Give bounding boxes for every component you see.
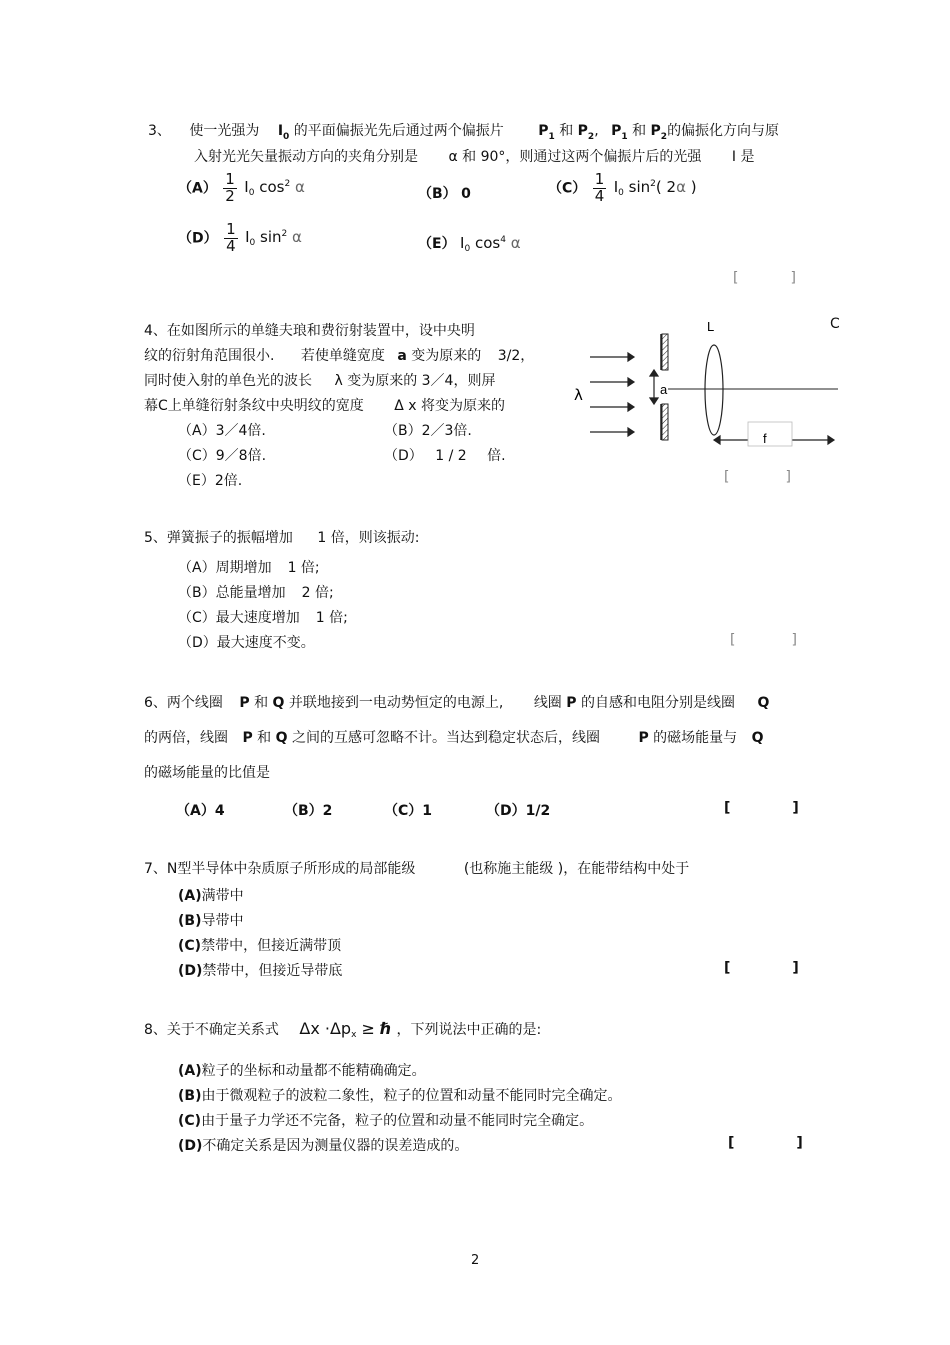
q4-line4: 幕C上单缝衍射条纹中央明纹的宽度 Δ x 将变为原来的 bbox=[144, 398, 505, 414]
q8-option-c[interactable]: (C)由于量子力学还不完备，粒子的位置和动量不能同时完全确定。 bbox=[178, 1113, 594, 1129]
q3-line2: 入射光光矢量振动方向的夹角分别是 α 和 90°，则通过这两个偏振片后的光强 I 是 bbox=[194, 149, 755, 165]
q7-option-d[interactable]: (D)禁带中，但接近导带底 bbox=[178, 963, 343, 979]
q6-line1: 6、两个线圈 P 和 Q 并联地接到一电动势恒定的电源上, 线圈 P 的自感和电阻分别是线圈 Q bbox=[144, 695, 770, 711]
q4-diffraction-figure bbox=[570, 312, 845, 462]
q6-line2: 的两倍，线圈 P 和 Q 之间的互感可忽略不计。当达到稳定状态后，线圈 P 的磁场能量与 Q bbox=[144, 730, 764, 746]
q5-option-a[interactable]: （A）周期增加 1 倍; bbox=[178, 560, 320, 576]
slit-width-label: a bbox=[660, 382, 668, 397]
q7-option-b[interactable]: (B)导带中 bbox=[178, 913, 244, 929]
q6-option-a[interactable]: （A）4 bbox=[176, 803, 225, 819]
q4-option-e[interactable]: （E）2倍. bbox=[178, 473, 243, 489]
q4-option-a[interactable]: （A）3／4倍. bbox=[178, 423, 266, 439]
lens-label: L bbox=[707, 319, 715, 334]
q3-option-b[interactable]: （B） 0 bbox=[418, 186, 471, 202]
q5-option-b[interactable]: （B）总能量增加 2 倍; bbox=[178, 585, 334, 601]
q8-answer-bracket[interactable]: [ ] bbox=[728, 1135, 803, 1151]
q7-option-c[interactable]: (C)禁带中，但接近满带顶 bbox=[178, 938, 342, 954]
q5-answer-bracket[interactable]: [ ] bbox=[730, 632, 797, 648]
q4-answer-bracket[interactable]: [ ] bbox=[724, 469, 791, 485]
q5-stem: 5、弹簧振子的振幅增加 1 倍，则该振动: bbox=[144, 530, 420, 546]
focal-length-label: f bbox=[763, 431, 767, 446]
q8-option-a[interactable]: (A)粒子的坐标和动量都不能精确确定。 bbox=[178, 1063, 426, 1079]
lambda-label: λ bbox=[574, 386, 583, 404]
incident-light-arrows bbox=[590, 353, 634, 436]
q6-line3: 的磁场能量的比值是 bbox=[144, 765, 270, 781]
q5-option-c[interactable]: （C）最大速度增加 1 倍; bbox=[178, 610, 348, 626]
q8-option-d[interactable]: (D)不确定关系是因为测量仪器的误差造成的。 bbox=[178, 1138, 469, 1154]
q3-option-c[interactable]: （C） $\frac{1}{4}$ $I_0$ $\sin^2$( 2α ) bbox=[548, 170, 697, 205]
q7-answer-bracket[interactable]: [ ] bbox=[724, 960, 799, 976]
q6-option-b[interactable]: （B）2 bbox=[284, 803, 333, 819]
slit-width-arrow bbox=[650, 370, 658, 404]
q4-line3: 同时使入射的单色光的波长 λ 变为原来的 3／4，则屏 bbox=[144, 373, 496, 389]
lens bbox=[705, 345, 723, 435]
q4-option-b[interactable]: （B）2／3倍. bbox=[384, 423, 472, 439]
q3-line1: 3、 使一光强为 $I_0$ 的平面偏振光先后通过两个偏振片 $P_1$ 和 $P_2$, $P_1$ 和 $P_2$的偏振化方向与原 bbox=[148, 123, 780, 142]
q3-option-e[interactable]: （E） $I_0$ $\cos^4 \alpha$ bbox=[418, 234, 521, 254]
q4-line2: 纹的衍射角范围很小. 若使单缝宽度 a 变为原来的 3/2， bbox=[144, 348, 535, 364]
q4-line1: 4、在如图所示的单缝夫琅和费衍射装置中，设中央明 bbox=[144, 323, 475, 339]
q3-option-d[interactable]: （D） $\frac{1}{4}$ $I_0$ $\sin^2 \alpha$ bbox=[178, 220, 302, 255]
screen-c-label: C bbox=[830, 316, 840, 332]
q4-option-d[interactable]: （D） 1 / 2 倍. bbox=[384, 448, 506, 464]
q3-option-a[interactable]: （A） $\frac{1}{2}$ $I_0$ $\cos^2 \alpha$ bbox=[178, 170, 305, 205]
q6-option-d[interactable]: （D）1/2 bbox=[486, 803, 551, 819]
q6-answer-bracket[interactable]: [ ] bbox=[724, 800, 799, 816]
q4-option-c[interactable]: （C）9／8倍. bbox=[178, 448, 267, 464]
uncertainty-formula: $\Delta x \cdot\Delta p_x$ ≥ ℏ bbox=[299, 1019, 392, 1040]
q8-stem: 8、关于不确定关系式 $\Delta x \cdot\Delta p_x$ ≥ ℏ ，下列说法中正确的是: bbox=[144, 1019, 542, 1040]
q5-option-d[interactable]: （D）最大速度不变。 bbox=[178, 635, 315, 651]
q3-answer-bracket[interactable]: [ ] bbox=[733, 270, 796, 286]
q8-option-b[interactable]: (B)由于微观粒子的波粒二象性，粒子的位置和动量不能同时完全确定。 bbox=[178, 1088, 622, 1104]
q7-option-a[interactable]: (A)满带中 bbox=[178, 888, 244, 904]
q6-option-c[interactable]: （C）1 bbox=[384, 803, 433, 819]
page-number: 2 bbox=[471, 1253, 480, 1268]
q7-stem: 7、N型半导体中杂质原子所形成的局部能级 (也称施主能级 )，在能带结构中处于 bbox=[144, 861, 690, 877]
